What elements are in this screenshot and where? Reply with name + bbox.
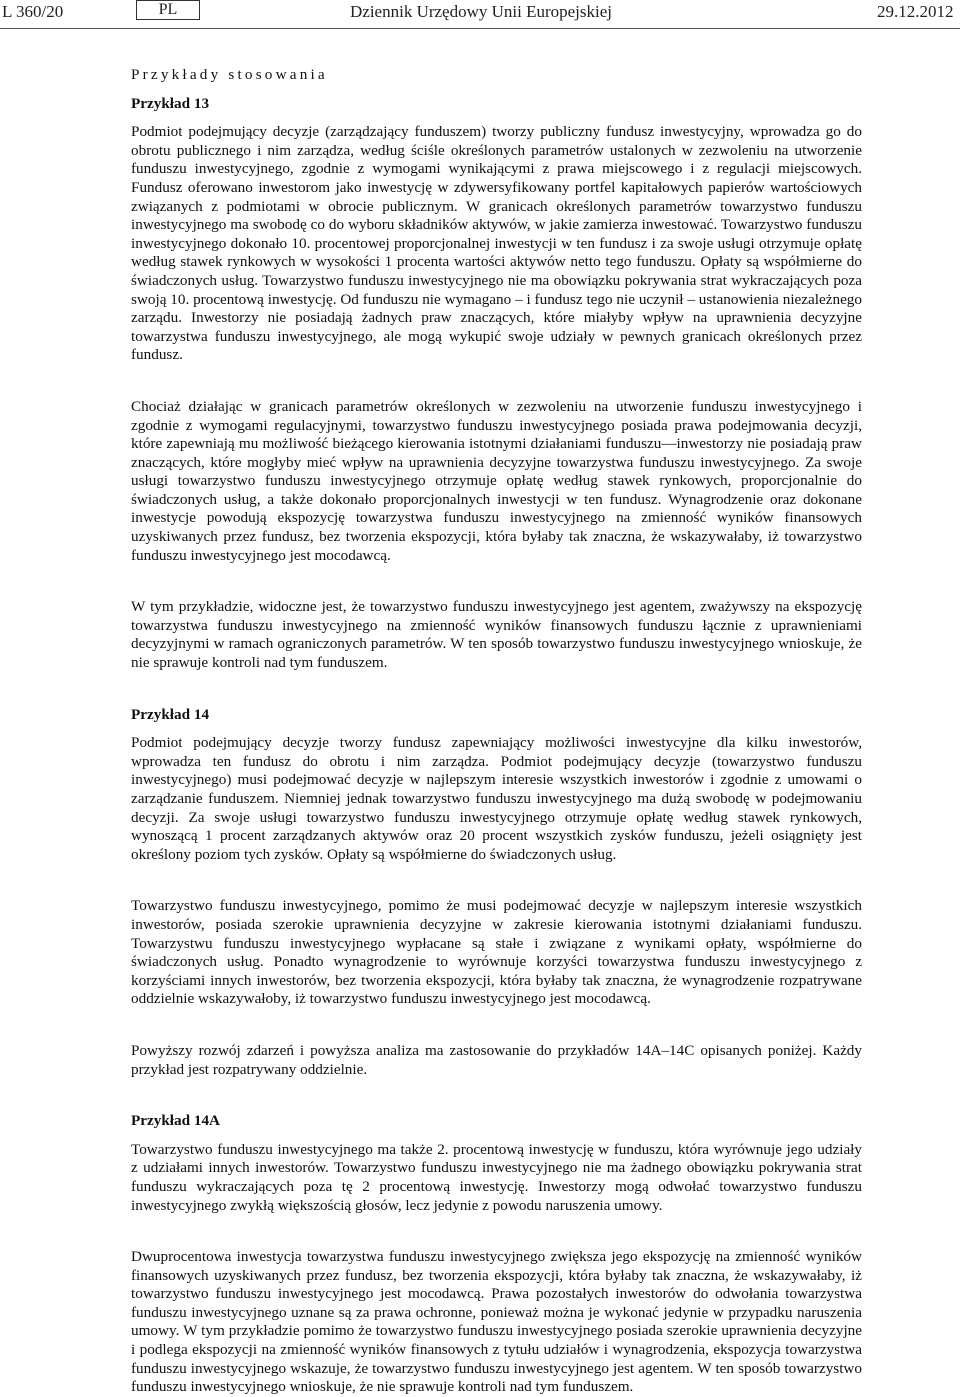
header-rule — [0, 28, 960, 29]
language-box: PL — [136, 0, 200, 20]
example-13-paragraph-1: Podmiot podejmujący decyzje (zarządzający funduszem) tworzy publiczny fundusz inwestycyjny, wprowadza go do obrotu publicznego i nim zarządza, według ściśle określonych parametrów ustalonych w zezwoleniu na utworzenie funduszu inwestycyjnego, zgodnie z wymogami wynikającymi z prawa miejscowego i z regulacji miejscowych. Fundusz oferowano inwestorom jako inwestycję w zdywersyfikowany portfel kapitałowych papierów wartościowych związanych z podmiotami w obrocie publicznym. W granicach określonych parametrów towarzystwo funduszu inwestycyjnego ma swobodę co do wyboru składników aktywów, w jakie zamierza inwestować. Towarzystwo funduszu inwestycyjnego dokonało 10. procentowej proporcjonalnej inwestycji w ten fundusz i za swoje usługi otrzymuje opłatę według stawek rynkowych w wysokości 1 procenta wartości aktywów netto tego funduszu. Opłaty są współmierne do świadczonych usług. Towarzystwo funduszu inwestycyjnego nie ma obowiązku pokrywania strat wykraczających poza swoją 10. procentową inwestycję. Od funduszu nie wymagano – i fundusz tego nie uczynił – ustanowienia niezależnego zarządu. Inwestorzy nie posiadają żadnych praw znaczących, które miałyby wpływ na uprawnienia decyzyjne towarzystwa funduszu inwestycyjnego, ale mogą wykupić swoje udziały w pewnych granicach określonych przez fundusz. — [131, 123, 862, 364]
example-14a-paragraph-1: Towarzystwo funduszu inwestycyjnego ma także 2. procentową inwestycję w funduszu, która wyrównuje jego udziały z udziałami innych inwestorów. Towarzystwo funduszu inwestycyjnego nie ma żadnego obowiązku pokrywania strat funduszu wykraczających poza tę 2 procentową inwestycję. Inwestorzy mogą odwołać towarzystwo funduszu inwestycyjnego zwykłą większością głosów, lecz jedynie z powodu naruszenia umowy. — [131, 1140, 862, 1214]
journal-title: Dziennik Urzędowy Unii Europejskiej — [350, 2, 613, 21]
example-13-title: Przykład 13 — [131, 94, 210, 112]
example-13-paragraph-3: W tym przykładzie, widoczne jest, że towarzystwo funduszu inwestycyjnego jest agentem, zważywszy na ekspozycję towarzystwa funduszu inwestycyjnego na zmienność wyników finansowych funduszu łącznie z uprawnieniami decyzyjnymi w ramach ograniczonych parametrów. W ten sposób towarzystwo funduszu inwestycyjnego wnioskuje, że nie sprawuje kontroli nad tym funduszem. — [131, 598, 862, 672]
example-14-paragraph-1: Podmiot podejmujący decyzje tworzy fundusz zapewniający możliwości inwestycyjne dla kilku inwestorów, wprowadza ten fundusz do obrotu i nim zarządza. Podmiot podejmujący decyzje (towarzystwo funduszu inwestycyjnego) musi podejmować decyzje w najlepszym interesie wszystkich inwestorów i zgodnie z umowami o zarządzanie funduszem. Niemniej jednak towarzystwo funduszu inwestycyjnego ma dużą swobodę w podejmowaniu decyzji. Za swoje usługi towarzystwo funduszu inwestycyjnego otrzymuje opłatę według stawek rynkowych, wynoszącą 1 procent zarządzanych aktywów oraz 20 procent wszystkich zysków funduszu, jeżeli osiągnięty jest określony poziom tych zysków. Opłaty są współmierne do świadczonych usług. — [131, 734, 862, 863]
publication-date: 29.12.2012 — [877, 2, 954, 21]
section-title: Przykłady stosowania — [131, 66, 328, 83]
example-14-paragraph-3: Powyższy rozwój zdarzeń i powyższa analiza ma zastosowanie do przykładów 14A–14C opisanych poniżej. Każdy przykład jest rozpatrywany oddzielnie. — [131, 1041, 862, 1078]
page-header — [0, 0, 960, 30]
example-14-title: Przykład 14 — [131, 705, 210, 723]
page-number: L 360/20 — [2, 2, 64, 21]
example-14a-paragraph-2: Dwuprocentowa inwestycja towarzystwa funduszu inwestycyjnego zwiększa jego ekspozycję na zmienność wyników finansowych uzyskiwanych przez fundusz, bez tworzenia ekspozycji, która byłaby tak znaczna, że wskazywałaby, iż towarzystwo funduszu inwestycyjnego jest mocodawcą. Prawa pozostałych inwestorów do odwołania towarzystwa funduszu inwestycyjnego uznane są za prawa ochronne, ponieważ można je wykonać jedynie w przypadku naruszenia umowy. W tym przykładzie pomimo że towarzystwo funduszu inwestycyjnego posiada szerokie uprawnienia decyzyjne i podlega ekspozycji na zmienność wyników finansowych z tytułu udziałów i wynagrodzenia, ekspozycja towarzystwa funduszu inwestycyjnego wskazuje, że towarzystwo funduszu inwestycyjnego jest agentem. W ten sposób towarzystwo funduszu inwestycyjnego wnioskuje, że nie sprawuje kontroli nad tym funduszem. — [131, 1248, 862, 1396]
example-13-paragraph-2: Chociaż działając w granicach parametrów określonych w zezwoleniu na utworzenie funduszu inwestycyjnego i zgodnie z wymogami regulacyjnymi, towarzystwo funduszu inwestycyjnego posiada prawa podejmowania decyzji, które zapewniają mu możliwość bieżącego kierowania istotnymi działaniami funduszu—inwestorzy nie posiadają praw znaczących, które mogłyby mieć wpływ na uprawnienia decyzyjne towarzystwa funduszu inwestycyjnego. Za swoje usługi towarzystwo funduszu inwestycyjnego otrzymuje opłatę według stawek rynkowych, proporcjonalnie do świadczonych usług, a także dokonało proporcjonalnych inwestycji w ten fundusz. Wynagrodzenie oraz dokonane inwestycje powodują ekspozycję towarzystwa funduszu inwestycyjnego na zmienność wyników finansowych uzyskiwanych przez fundusz, bez tworzenia ekspozycji, która byłaby tak znaczna, że wskazywałaby, iż towarzystwo funduszu inwestycyjnego jest mocodawcą. — [131, 397, 862, 564]
example-14-paragraph-2: Towarzystwo funduszu inwestycyjnego, pomimo że musi podejmować decyzje w najlepszym interesie wszystkich inwestorów, posiada szerokie uprawnienia decyzyjne w zakresie kierowania istotnymi działaniami funduszu. Towarzystwu funduszu inwestycyjnego wypłacane są stałe i związane z wynikami opłaty, współmierne do świadczonych usług. Ponadto wynagrodzenie to wyrównuje korzyści towarzystwa funduszu inwestycyjnego z korzyściami innych inwestorów, bez tworzenia ekspozycji, która byłaby tak znaczna, że wynagrodzenie rozpatrywane oddzielnie wskazywałoby, iż towarzystwo funduszu inwestycyjnego jest mocodawcą. — [131, 897, 862, 1008]
document-body — [131, 66, 862, 1397]
example-14a-title: Przykład 14A — [131, 1112, 221, 1130]
